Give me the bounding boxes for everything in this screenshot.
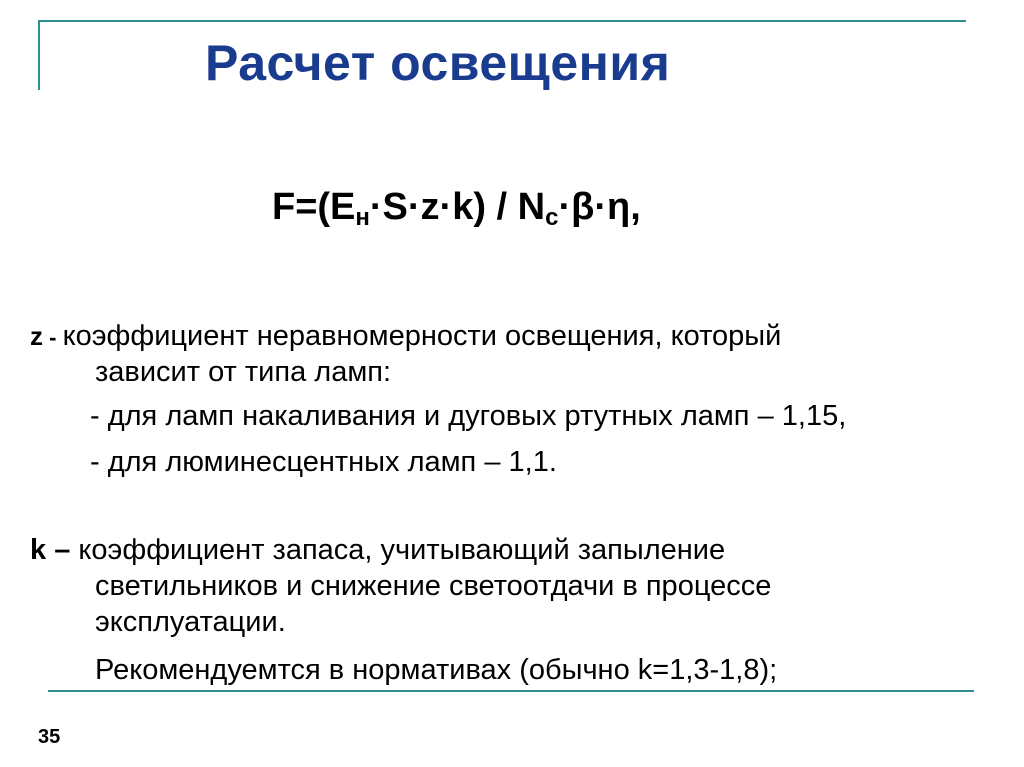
z-symbol: z [30, 321, 43, 351]
top-divider [38, 20, 966, 22]
formula-subscript-1: н [355, 204, 370, 231]
k-definition-line-1 [30, 532, 725, 568]
formula-part-2: ·S·z·k) / N [369, 186, 546, 228]
formula-part-1: F=(E [272, 186, 356, 228]
z-definition-line-1 [30, 318, 781, 356]
z-item-fluorescent: - для люминесцентных ламп – 1,1. [90, 446, 557, 478]
formula-part-3: ·β·η, [558, 186, 641, 228]
z-dash: - [43, 325, 63, 350]
z-definition-line-2: зависит от типа ламп: [95, 356, 392, 388]
lighting-formula [272, 186, 641, 232]
left-divider [38, 20, 40, 90]
z-item-incandescent: - для ламп накаливания и дуговых ртутных ламп – 1,15, [90, 400, 847, 432]
slide-title: Расчет освещения [205, 35, 671, 91]
k-recommendation: Рекомендуемтся в нормативах (обычно k=1,3-1,8); [95, 654, 778, 686]
k-definition-line-3: эксплуатации. [95, 606, 286, 638]
formula-subscript-2: c [545, 204, 559, 231]
k-text-1: коэффициент запаса, учитывающий запыление [78, 534, 726, 566]
k-symbol: k [30, 534, 47, 566]
k-definition-line-2: светильников и снижение светоотдачи в процессе [95, 570, 772, 602]
bottom-divider [48, 690, 974, 692]
z-text-1: коэффициент неравномерности освещения, который [62, 320, 782, 352]
k-dash: – [46, 534, 79, 566]
page-number: 35 [38, 726, 61, 748]
